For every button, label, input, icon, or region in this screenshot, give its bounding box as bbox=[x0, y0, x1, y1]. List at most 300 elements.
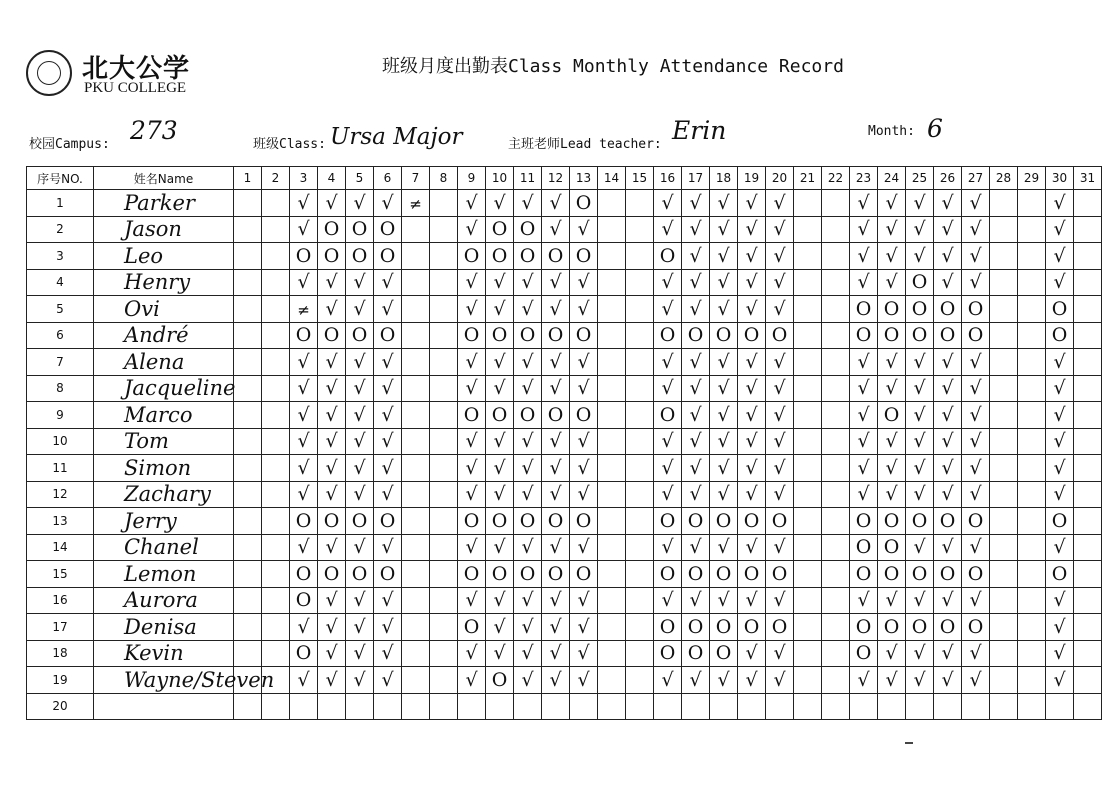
absent-circle-mark: O bbox=[318, 243, 346, 270]
empty-cell bbox=[262, 693, 290, 720]
present-check-mark: √ bbox=[346, 269, 374, 296]
scribbled-mark: ≠ bbox=[402, 190, 430, 217]
empty-cell bbox=[626, 561, 654, 588]
present-check-mark: √ bbox=[374, 402, 402, 429]
empty-cell bbox=[1018, 322, 1046, 349]
present-check-mark: √ bbox=[346, 296, 374, 323]
present-check-mark: √ bbox=[514, 349, 542, 376]
present-check-mark: √ bbox=[374, 190, 402, 217]
empty-cell bbox=[1018, 534, 1046, 561]
day-header: 19 bbox=[738, 167, 766, 190]
empty-cell bbox=[598, 402, 626, 429]
row-number: 1 bbox=[27, 190, 94, 217]
absent-circle-mark: O bbox=[738, 508, 766, 535]
empty-cell bbox=[990, 508, 1018, 535]
present-check-mark: √ bbox=[542, 587, 570, 614]
empty-cell bbox=[234, 375, 262, 402]
absent-circle-mark: O bbox=[346, 216, 374, 243]
day-header: 26 bbox=[934, 167, 962, 190]
empty-cell bbox=[1074, 190, 1102, 217]
absent-circle-mark: O bbox=[514, 322, 542, 349]
present-check-mark: √ bbox=[878, 640, 906, 667]
row-number: 11 bbox=[27, 455, 94, 482]
day-header: 2 bbox=[262, 167, 290, 190]
day-header: 14 bbox=[598, 167, 626, 190]
empty-cell bbox=[626, 296, 654, 323]
empty-cell bbox=[794, 269, 822, 296]
present-check-mark: √ bbox=[290, 190, 318, 217]
empty-cell bbox=[626, 190, 654, 217]
empty-cell bbox=[822, 667, 850, 694]
empty-cell bbox=[1074, 693, 1102, 720]
absent-circle-mark: O bbox=[682, 640, 710, 667]
table-row bbox=[27, 322, 1102, 349]
empty-cell bbox=[1018, 587, 1046, 614]
day-header: 6 bbox=[374, 167, 402, 190]
present-check-mark: √ bbox=[934, 402, 962, 429]
absent-circle-mark: O bbox=[486, 402, 514, 429]
present-check-mark: √ bbox=[934, 375, 962, 402]
table-row bbox=[27, 587, 1102, 614]
present-check-mark: √ bbox=[458, 640, 486, 667]
present-check-mark: √ bbox=[514, 296, 542, 323]
empty-cell bbox=[794, 481, 822, 508]
present-check-mark: √ bbox=[710, 428, 738, 455]
empty-cell bbox=[1018, 667, 1046, 694]
present-check-mark: √ bbox=[738, 269, 766, 296]
present-check-mark: √ bbox=[290, 216, 318, 243]
empty-cell bbox=[990, 587, 1018, 614]
empty-cell bbox=[906, 693, 934, 720]
absent-circle-mark: O bbox=[374, 243, 402, 270]
absent-circle-mark: O bbox=[878, 561, 906, 588]
present-check-mark: √ bbox=[1046, 349, 1074, 376]
present-check-mark: √ bbox=[934, 349, 962, 376]
present-check-mark: √ bbox=[318, 190, 346, 217]
empty-cell bbox=[822, 243, 850, 270]
absent-circle-mark: O bbox=[934, 508, 962, 535]
empty-cell bbox=[430, 190, 458, 217]
table-row bbox=[27, 349, 1102, 376]
present-check-mark: √ bbox=[570, 614, 598, 641]
absent-circle-mark: O bbox=[486, 322, 514, 349]
present-check-mark: √ bbox=[570, 640, 598, 667]
absent-circle-mark: O bbox=[766, 322, 794, 349]
present-check-mark: √ bbox=[346, 375, 374, 402]
student-name: André bbox=[94, 322, 234, 349]
student-name: Jacqueline bbox=[94, 375, 234, 402]
attendance-table bbox=[26, 166, 1102, 720]
absent-circle-mark: O bbox=[850, 296, 878, 323]
present-check-mark: √ bbox=[766, 534, 794, 561]
present-check-mark: √ bbox=[738, 375, 766, 402]
empty-cell bbox=[850, 693, 878, 720]
present-check-mark: √ bbox=[570, 481, 598, 508]
empty-cell bbox=[234, 534, 262, 561]
empty-cell bbox=[290, 693, 318, 720]
day-header: 16 bbox=[654, 167, 682, 190]
absent-circle-mark: O bbox=[878, 534, 906, 561]
row-number: 19 bbox=[27, 667, 94, 694]
present-check-mark: √ bbox=[738, 243, 766, 270]
empty-cell bbox=[822, 455, 850, 482]
table-row bbox=[27, 428, 1102, 455]
student-name: Parker bbox=[94, 190, 234, 217]
absent-circle-mark: O bbox=[514, 402, 542, 429]
absent-circle-mark: O bbox=[542, 402, 570, 429]
present-check-mark: √ bbox=[374, 534, 402, 561]
present-check-mark: √ bbox=[458, 587, 486, 614]
present-check-mark: √ bbox=[318, 587, 346, 614]
present-check-mark: √ bbox=[766, 587, 794, 614]
present-check-mark: √ bbox=[318, 296, 346, 323]
present-check-mark: √ bbox=[682, 216, 710, 243]
present-check-mark: √ bbox=[850, 587, 878, 614]
empty-cell bbox=[990, 190, 1018, 217]
day-header: 8 bbox=[430, 167, 458, 190]
empty-cell bbox=[794, 534, 822, 561]
day-header: 9 bbox=[458, 167, 486, 190]
table-row bbox=[27, 402, 1102, 429]
present-check-mark: √ bbox=[962, 640, 990, 667]
present-check-mark: √ bbox=[346, 640, 374, 667]
absent-circle-mark: O bbox=[850, 561, 878, 588]
empty-cell bbox=[430, 587, 458, 614]
day-header: 27 bbox=[962, 167, 990, 190]
absent-circle-mark: O bbox=[766, 614, 794, 641]
empty-cell bbox=[1074, 216, 1102, 243]
empty-cell bbox=[262, 481, 290, 508]
logo-english-text: PKU COLLEGE bbox=[84, 80, 187, 96]
present-check-mark: √ bbox=[654, 587, 682, 614]
present-check-mark: √ bbox=[850, 243, 878, 270]
empty-cell bbox=[1074, 561, 1102, 588]
present-check-mark: √ bbox=[850, 269, 878, 296]
present-check-mark: √ bbox=[1046, 614, 1074, 641]
day-header: 30 bbox=[1046, 167, 1074, 190]
present-check-mark: √ bbox=[1046, 402, 1074, 429]
present-check-mark: √ bbox=[906, 455, 934, 482]
present-check-mark: √ bbox=[682, 349, 710, 376]
present-check-mark: √ bbox=[318, 667, 346, 694]
present-check-mark: √ bbox=[1046, 269, 1074, 296]
empty-cell bbox=[822, 481, 850, 508]
present-check-mark: √ bbox=[514, 428, 542, 455]
absent-circle-mark: O bbox=[458, 243, 486, 270]
student-name: Alena bbox=[94, 349, 234, 376]
student-name bbox=[94, 693, 234, 720]
empty-cell bbox=[626, 349, 654, 376]
present-check-mark: √ bbox=[766, 190, 794, 217]
empty-cell bbox=[598, 614, 626, 641]
present-check-mark: √ bbox=[374, 428, 402, 455]
row-number: 9 bbox=[27, 402, 94, 429]
present-check-mark: √ bbox=[738, 296, 766, 323]
present-check-mark: √ bbox=[710, 190, 738, 217]
absent-circle-mark: O bbox=[458, 322, 486, 349]
empty-cell bbox=[626, 667, 654, 694]
empty-cell bbox=[486, 693, 514, 720]
absent-circle-mark: O bbox=[346, 561, 374, 588]
present-check-mark: √ bbox=[682, 428, 710, 455]
absent-circle-mark: O bbox=[374, 508, 402, 535]
absent-circle-mark: O bbox=[850, 322, 878, 349]
absent-circle-mark: O bbox=[906, 322, 934, 349]
table-row bbox=[27, 216, 1102, 243]
present-check-mark: √ bbox=[766, 640, 794, 667]
empty-cell bbox=[822, 640, 850, 667]
empty-cell bbox=[794, 508, 822, 535]
present-check-mark: √ bbox=[766, 243, 794, 270]
absent-circle-mark: O bbox=[654, 614, 682, 641]
present-check-mark: √ bbox=[346, 349, 374, 376]
empty-cell bbox=[1074, 667, 1102, 694]
present-check-mark: √ bbox=[850, 375, 878, 402]
empty-cell bbox=[234, 296, 262, 323]
empty-cell bbox=[430, 561, 458, 588]
absent-circle-mark: O bbox=[906, 508, 934, 535]
present-check-mark: √ bbox=[514, 481, 542, 508]
empty-cell bbox=[822, 402, 850, 429]
empty-cell bbox=[990, 614, 1018, 641]
present-check-mark: √ bbox=[1046, 216, 1074, 243]
present-check-mark: √ bbox=[710, 667, 738, 694]
present-check-mark: √ bbox=[710, 216, 738, 243]
absent-circle-mark: O bbox=[570, 561, 598, 588]
day-header: 1 bbox=[234, 167, 262, 190]
present-check-mark: √ bbox=[570, 428, 598, 455]
absent-circle-mark: O bbox=[878, 614, 906, 641]
table-row bbox=[27, 693, 1102, 720]
empty-cell bbox=[1018, 190, 1046, 217]
empty-cell bbox=[1074, 375, 1102, 402]
student-name: Leo bbox=[94, 243, 234, 270]
empty-cell bbox=[1074, 481, 1102, 508]
present-check-mark: √ bbox=[514, 269, 542, 296]
absent-circle-mark: O bbox=[458, 508, 486, 535]
present-check-mark: √ bbox=[318, 481, 346, 508]
present-check-mark: √ bbox=[458, 296, 486, 323]
day-header: 11 bbox=[514, 167, 542, 190]
day-header: 10 bbox=[486, 167, 514, 190]
empty-cell bbox=[598, 587, 626, 614]
present-check-mark: √ bbox=[878, 667, 906, 694]
empty-cell bbox=[542, 693, 570, 720]
empty-cell bbox=[710, 693, 738, 720]
empty-cell bbox=[990, 561, 1018, 588]
present-check-mark: √ bbox=[570, 216, 598, 243]
present-check-mark: √ bbox=[878, 243, 906, 270]
empty-cell bbox=[402, 322, 430, 349]
absent-circle-mark: O bbox=[1046, 508, 1074, 535]
present-check-mark: √ bbox=[738, 455, 766, 482]
present-check-mark: √ bbox=[290, 428, 318, 455]
empty-cell bbox=[990, 428, 1018, 455]
present-check-mark: √ bbox=[962, 375, 990, 402]
row-number: 8 bbox=[27, 375, 94, 402]
empty-cell bbox=[822, 561, 850, 588]
present-check-mark: √ bbox=[850, 455, 878, 482]
empty-cell bbox=[794, 243, 822, 270]
present-check-mark: √ bbox=[318, 269, 346, 296]
present-check-mark: √ bbox=[290, 402, 318, 429]
present-check-mark: √ bbox=[710, 243, 738, 270]
present-check-mark: √ bbox=[934, 428, 962, 455]
empty-cell bbox=[990, 455, 1018, 482]
empty-cell bbox=[1018, 481, 1046, 508]
present-check-mark: √ bbox=[486, 296, 514, 323]
absent-circle-mark: O bbox=[654, 508, 682, 535]
absent-circle-mark: O bbox=[682, 561, 710, 588]
row-number: 7 bbox=[27, 349, 94, 376]
present-check-mark: √ bbox=[710, 296, 738, 323]
present-check-mark: √ bbox=[654, 455, 682, 482]
empty-cell bbox=[402, 693, 430, 720]
absent-circle-mark: O bbox=[654, 243, 682, 270]
class-value: Ursa Major bbox=[330, 124, 463, 150]
empty-cell bbox=[598, 508, 626, 535]
absent-circle-mark: O bbox=[374, 561, 402, 588]
day-header: 25 bbox=[906, 167, 934, 190]
absent-circle-mark: O bbox=[486, 508, 514, 535]
empty-cell bbox=[598, 693, 626, 720]
empty-cell bbox=[822, 349, 850, 376]
empty-cell bbox=[682, 693, 710, 720]
empty-cell bbox=[598, 640, 626, 667]
present-check-mark: √ bbox=[710, 587, 738, 614]
present-check-mark: √ bbox=[906, 243, 934, 270]
empty-cell bbox=[430, 455, 458, 482]
table-row bbox=[27, 534, 1102, 561]
present-check-mark: √ bbox=[906, 667, 934, 694]
empty-cell bbox=[822, 296, 850, 323]
empty-cell bbox=[962, 693, 990, 720]
empty-cell bbox=[1018, 349, 1046, 376]
present-check-mark: √ bbox=[542, 667, 570, 694]
present-check-mark: √ bbox=[1046, 481, 1074, 508]
table-row bbox=[27, 614, 1102, 641]
empty-cell bbox=[570, 693, 598, 720]
present-check-mark: √ bbox=[318, 640, 346, 667]
absent-circle-mark: O bbox=[542, 322, 570, 349]
empty-cell bbox=[430, 481, 458, 508]
present-check-mark: √ bbox=[542, 349, 570, 376]
empty-cell bbox=[1018, 614, 1046, 641]
present-check-mark: √ bbox=[514, 640, 542, 667]
present-check-mark: √ bbox=[766, 269, 794, 296]
campus-label: 校园Campus: bbox=[29, 137, 110, 152]
absent-circle-mark: O bbox=[710, 561, 738, 588]
empty-cell bbox=[1074, 614, 1102, 641]
absent-circle-mark: O bbox=[906, 296, 934, 323]
empty-cell bbox=[794, 640, 822, 667]
empty-cell bbox=[402, 243, 430, 270]
present-check-mark: √ bbox=[486, 481, 514, 508]
lead-teacher-label: 主班老师Lead teacher: bbox=[508, 137, 662, 152]
absent-circle-mark: O bbox=[542, 508, 570, 535]
absent-circle-mark: O bbox=[654, 561, 682, 588]
empty-cell bbox=[402, 216, 430, 243]
empty-cell bbox=[1018, 243, 1046, 270]
empty-cell bbox=[1046, 693, 1074, 720]
absent-circle-mark: O bbox=[570, 402, 598, 429]
row-number: 2 bbox=[27, 216, 94, 243]
empty-cell bbox=[234, 561, 262, 588]
student-name: Kevin bbox=[94, 640, 234, 667]
present-check-mark: √ bbox=[738, 349, 766, 376]
empty-cell bbox=[794, 402, 822, 429]
table-row bbox=[27, 296, 1102, 323]
present-check-mark: √ bbox=[346, 455, 374, 482]
empty-cell bbox=[234, 640, 262, 667]
absent-circle-mark: O bbox=[962, 561, 990, 588]
present-check-mark: √ bbox=[710, 349, 738, 376]
table-row bbox=[27, 269, 1102, 296]
present-check-mark: √ bbox=[654, 428, 682, 455]
campus-value: 273 bbox=[130, 116, 178, 145]
empty-cell bbox=[234, 243, 262, 270]
empty-cell bbox=[262, 614, 290, 641]
empty-cell bbox=[626, 455, 654, 482]
empty-cell bbox=[878, 693, 906, 720]
present-check-mark: √ bbox=[458, 375, 486, 402]
absent-circle-mark: O bbox=[850, 534, 878, 561]
present-check-mark: √ bbox=[542, 375, 570, 402]
present-check-mark: √ bbox=[318, 428, 346, 455]
absent-circle-mark: O bbox=[682, 508, 710, 535]
present-check-mark: √ bbox=[458, 534, 486, 561]
empty-cell bbox=[654, 693, 682, 720]
present-check-mark: √ bbox=[934, 190, 962, 217]
present-check-mark: √ bbox=[878, 349, 906, 376]
empty-cell bbox=[598, 349, 626, 376]
table-row bbox=[27, 508, 1102, 535]
present-check-mark: √ bbox=[850, 428, 878, 455]
empty-cell bbox=[598, 481, 626, 508]
day-header: 13 bbox=[570, 167, 598, 190]
empty-cell bbox=[234, 349, 262, 376]
present-check-mark: √ bbox=[290, 455, 318, 482]
day-header: 21 bbox=[794, 167, 822, 190]
present-check-mark: √ bbox=[766, 428, 794, 455]
empty-cell bbox=[262, 375, 290, 402]
student-name: Denisa bbox=[94, 614, 234, 641]
present-check-mark: √ bbox=[346, 614, 374, 641]
present-check-mark: √ bbox=[346, 587, 374, 614]
absent-circle-mark: O bbox=[906, 269, 934, 296]
empty-cell bbox=[1018, 455, 1046, 482]
absent-circle-mark: O bbox=[514, 216, 542, 243]
present-check-mark: √ bbox=[290, 481, 318, 508]
present-check-mark: √ bbox=[682, 296, 710, 323]
present-check-mark: √ bbox=[542, 640, 570, 667]
empty-cell bbox=[1074, 534, 1102, 561]
absent-circle-mark: O bbox=[290, 587, 318, 614]
present-check-mark: √ bbox=[878, 455, 906, 482]
present-check-mark: √ bbox=[934, 269, 962, 296]
present-check-mark: √ bbox=[850, 402, 878, 429]
empty-cell bbox=[990, 481, 1018, 508]
present-check-mark: √ bbox=[318, 455, 346, 482]
present-check-mark: √ bbox=[682, 190, 710, 217]
empty-cell bbox=[1018, 428, 1046, 455]
empty-cell bbox=[402, 667, 430, 694]
empty-cell bbox=[598, 322, 626, 349]
present-check-mark: √ bbox=[346, 402, 374, 429]
empty-cell bbox=[458, 693, 486, 720]
absent-circle-mark: O bbox=[458, 561, 486, 588]
absent-circle-mark: O bbox=[850, 614, 878, 641]
